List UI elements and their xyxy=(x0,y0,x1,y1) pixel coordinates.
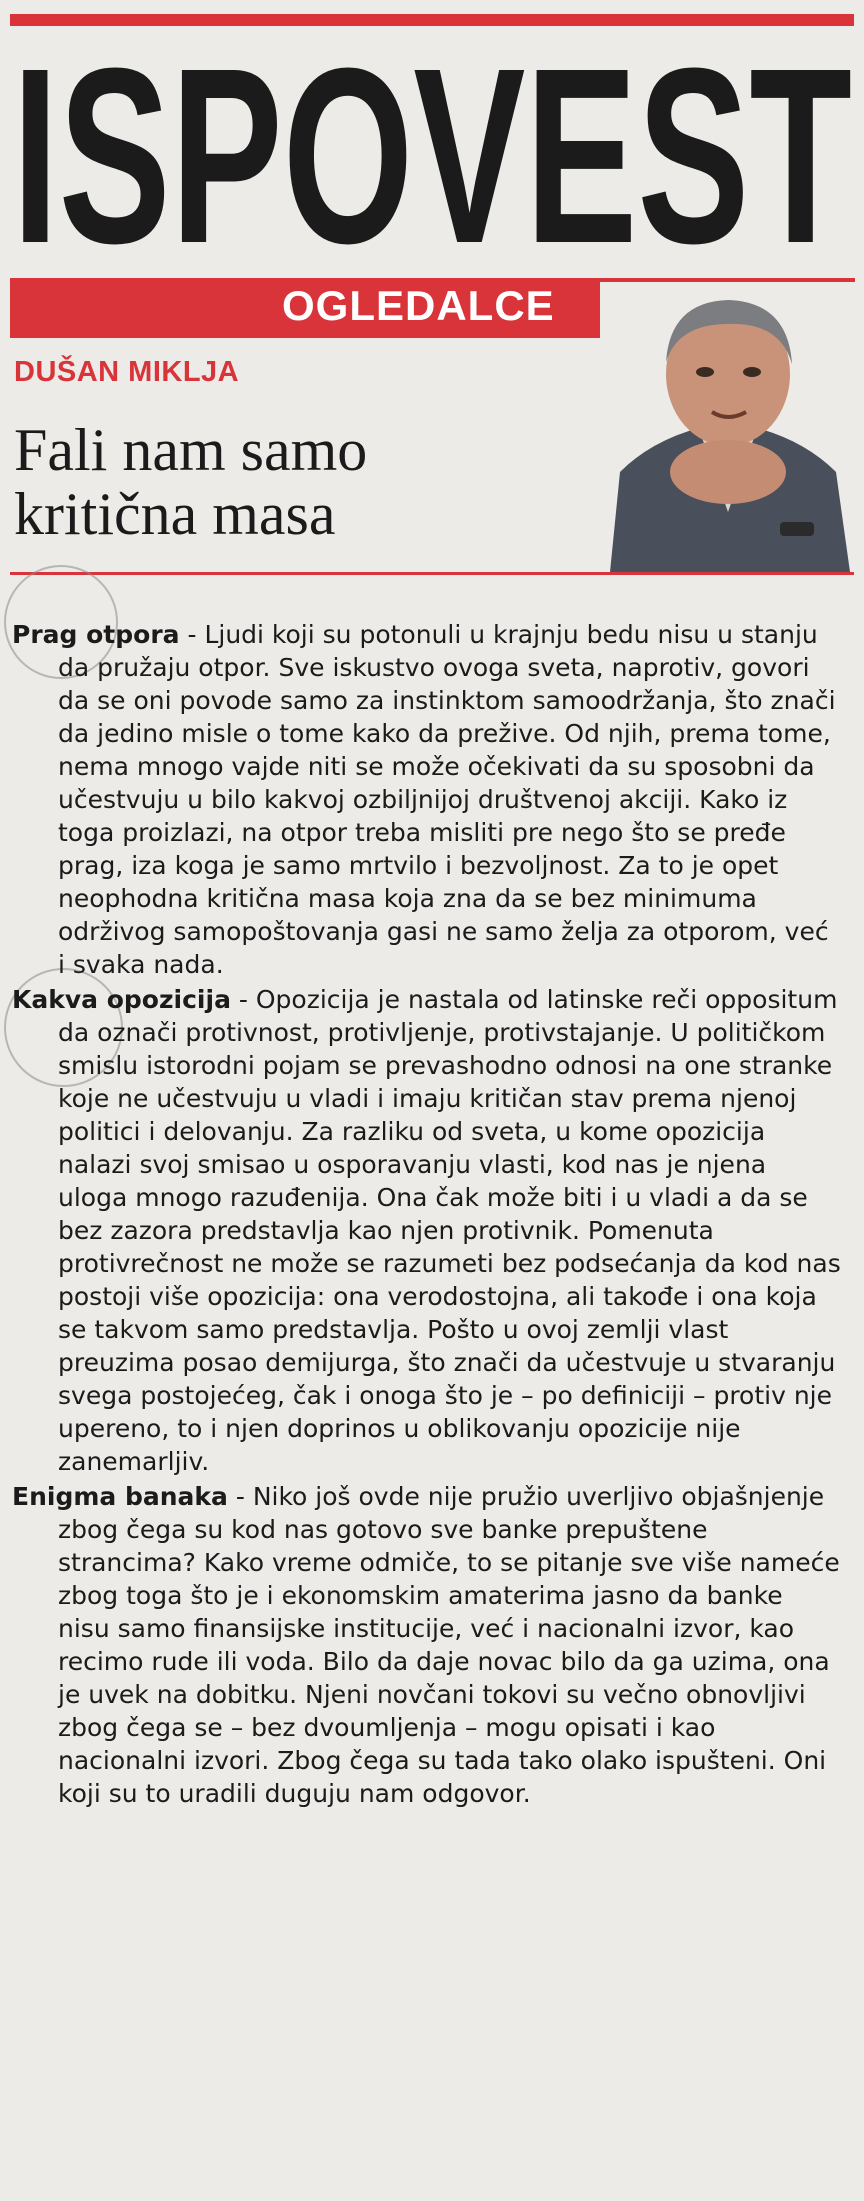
top-red-rule xyxy=(10,14,854,26)
article-section-kakva-opozicija xyxy=(12,983,842,1478)
author-portrait xyxy=(600,282,856,572)
section-lead: Prag otpora xyxy=(12,620,180,649)
section-text: - Niko još ovde nije pružio uverljivo objašnjenje zbog čega su kod nas gotovo sve banke prepuštene strancima? Kako vreme odmiče, to se pitanje sve više nameće zbog toga što je i ekonomskim amaterima jasno da banke nisu samo finansijske institucije, već i nacionalni izvor, kao recimo rude ili voda. Bilo da daje novac bilo da ga uzima, ona je uvek na dobitku. Njeni novčani tokovi su večno obnovljivi zbog čega se – bez dvoumljenja – mogu opisati i kao nacionalni izvori. Zbog čega su tada tako olako ispušteni. Oni koji su to uradili duguju nam odgovor. xyxy=(58,1482,840,1808)
section-label: OGLEDALCE xyxy=(282,282,555,329)
masthead xyxy=(8,28,856,268)
article-body xyxy=(12,618,842,1812)
section-lead: Enigma banaka xyxy=(12,1482,228,1511)
masthead-title: ISPOVEST xyxy=(12,28,852,268)
section-text: - Ljudi koji su potonuli u krajnju bedu nisu u stanju da pružaju otpor. Sve iskustvo ovoga sveta, naprotiv, govori da se oni povode samo za instinktom samoodržanja, što znači da jedino misle o tome kako da prežive. Od njih, prema tome, nema mnogo vajde niti se može očekivati da su sposobni da učestvuju u bilo kakvoj ozbiljnijoj društvenoj akciji. Kako iz toga proizlazi, na otpor treba misliti pre nego što se pređe prag, iza koga je samo mrtvilo i bezvoljnost. Za to je opet neophodna kritična masa koja zna da se bez minimuma održivog samopoštovanja gasi ne samo želja za otporom, već i svaka nada. xyxy=(58,620,836,979)
article-section-prag-otpora xyxy=(12,618,842,981)
header-bottom-rule xyxy=(10,572,854,575)
article-section-enigma-banaka xyxy=(12,1480,842,1810)
section-text: - Opozicija je nastala od latinske reči oppositum da označi protivnost, protivljenje, protivstajanje. U političkom smislu istorodni pojam se prevashodno odnosi na one stranke koje ne učestvuju u vladi i imaju kritičan stav prema njenoj politici i delovanju. Za razliku od sveta, u kome opozicija nalazi svoj smisao u osporavanju vlasti, kod nas je njena uloga mnogo razuđenija. Ona čak može biti i u vladi a da se bez zazora predstavlja kao njen protivnik. Pomenuta protivrečnost ne može se razumeti bez podsećanja da kod nas postoji više opozicija: ona verodostojna, ali takođe i ona koja se takvom samo predstavlja. Pošto u ovoj zemlji vlast preuzima posao demijurga, što znači da učestvuje u stvaranju svega postojećeg, čak i onoga što je – po definiciji – protiv nje upereno, to i njen doprinos u oblikovanju opozicije nije zanemarljiv. xyxy=(58,985,841,1476)
author-name: DUŠAN MIKLJA xyxy=(14,356,240,388)
headline: Fali nam samo kritična masa xyxy=(14,417,368,547)
section-lead: Kakva opozicija xyxy=(12,985,231,1014)
